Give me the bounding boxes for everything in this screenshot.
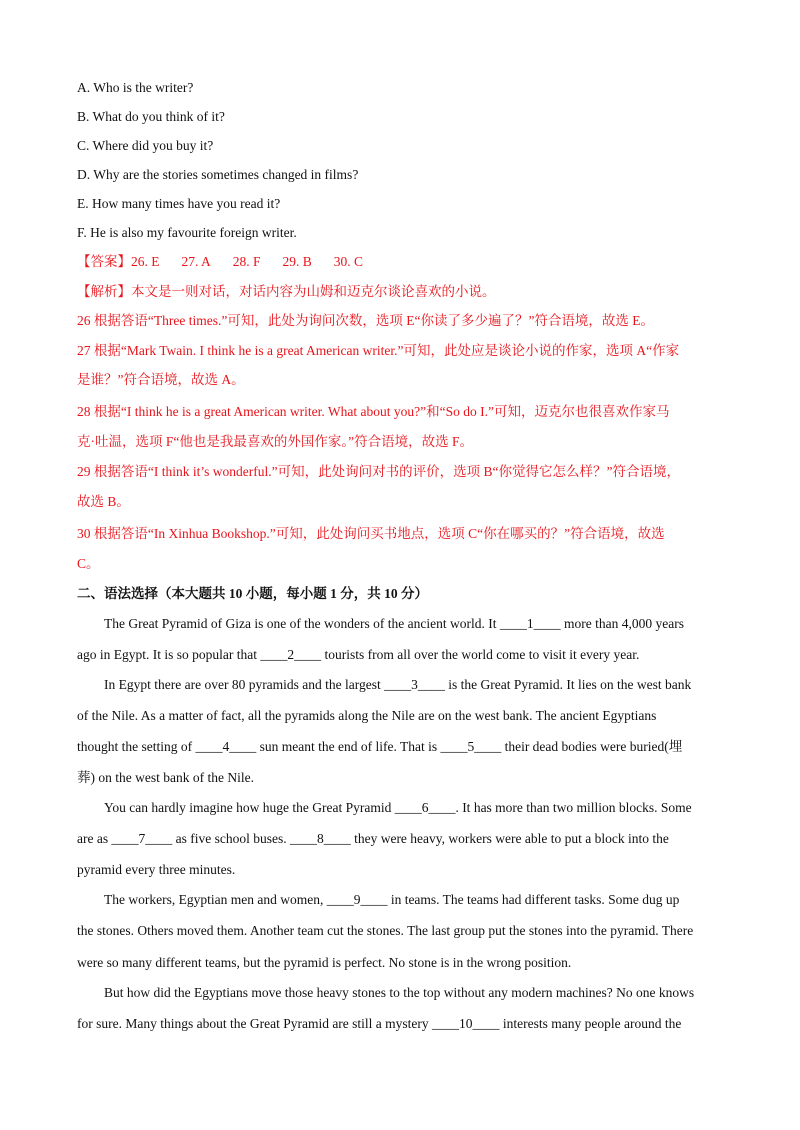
option-f: F. He is also my favourite foreign writer. [77, 225, 297, 240]
analysis-29: 29 根据答语“I think it’s wonderful.”可知，此处询问对书的评价，选项 B“你觉得它怎么样？”符合语境， [77, 464, 680, 479]
passage-line: You can hardly imagine how huge the Great Pyramid ____6____. It has more than two million blocks. Some [104, 800, 692, 815]
section-title: 二、语法选择（本大题共 10 小题，每小题 1 分，共 10 分） [77, 586, 428, 601]
passage-line: ago in Egypt. It is so popular that ____2____ tourists from all over the world come to visit it every year. [77, 647, 640, 662]
passage-line: are as ____7____ as five school buses. ____8____ they were heavy, workers were able to put a block into the [77, 831, 669, 846]
answer-item: 28. F [232, 254, 261, 269]
analysis-26: 26 根据答语“Three times.”可知，此处为询问次数，选项 E“你读了多少遍了？”符合语境，故选 E。 [77, 313, 655, 328]
option-a: A. Who is the writer? [77, 80, 194, 95]
analysis-28-cont: 克·吐温，选项 F“他也是我最喜欢的外国作家。”符合语境，故选 F。 [77, 434, 473, 449]
analysis-intro: 【解析】本文是一则对话，对话内容为山姆和迈克尔谈论喜欢的小说。 [77, 284, 496, 299]
analysis-29-cont: 故选 B。 [77, 494, 130, 509]
passage-line: pyramid every three minutes. [77, 862, 236, 877]
answer-item: 26. E [131, 254, 160, 269]
option-b: B. What do you think of it? [77, 109, 225, 124]
passage-line: In Egypt there are over 80 pyramids and the largest ____3____ is the Great Pyramid. It lies on the west bank [104, 677, 692, 692]
option-c: C. Where did you buy it? [77, 138, 214, 153]
passage-line: were so many different teams, but the pyramid is perfect. No stone is in the wrong position. [77, 955, 572, 970]
analysis-30: 30 根据答语“In Xinhua Bookshop.”可知，此处询问买书地点，选项 C“你在哪买的？”符合语境，故选 [77, 526, 665, 541]
passage-line: the stones. Others moved them. Another team cut the stones. The last group put the stones into the pyramid. There [77, 923, 694, 938]
answer-item: 30. C [333, 254, 364, 269]
passage-line: The workers, Egyptian men and women, ____9____ in teams. The teams had different tasks. Some dug up [104, 892, 680, 907]
passage-line: The Great Pyramid of Giza is one of the wonders of the ancient world. It ____1____ more than 4,000 years [104, 616, 684, 631]
analysis-27: 27 根据“Mark Twain. I think he is a great American writer.”可知，此处应是谈论小说的作家，选项 A“作家 [77, 343, 680, 358]
passage-line: thought the setting of ____4____ sun meant the end of life. That is ____5____ their dead bodies were buried(埋 [77, 739, 683, 754]
analysis-28: 28 根据“I think he is a great American writer. What about you?”和“So do I.”可知，迈克尔也很喜欢作家马 [77, 404, 670, 419]
analysis-30-cont: C。 [77, 556, 100, 571]
answer-line [77, 253, 727, 271]
analysis-27-cont: 是谁？”符合语境，故选 A。 [77, 372, 245, 387]
passage-line: of the Nile. As a matter of fact, all the pyramids along the Nile are on the west bank. The ancient Egyptians [77, 708, 657, 723]
passage-line: But how did the Egyptians move those heavy stones to the top without any modern machines? No one knows [104, 985, 695, 1000]
option-e: E. How many times have you read it? [77, 196, 281, 211]
answer-item: 27. A [181, 254, 211, 269]
passage-line: for sure. Many things about the Great Pyramid are still a mystery ____10____ interests many people around the [77, 1016, 682, 1031]
answer-item: 29. B [282, 254, 312, 269]
option-d: D. Why are the stories sometimes changed in films? [77, 167, 359, 182]
answer-label: 【答案】 [77, 254, 131, 269]
passage-line: 葬) on the west bank of the Nile. [77, 770, 254, 785]
